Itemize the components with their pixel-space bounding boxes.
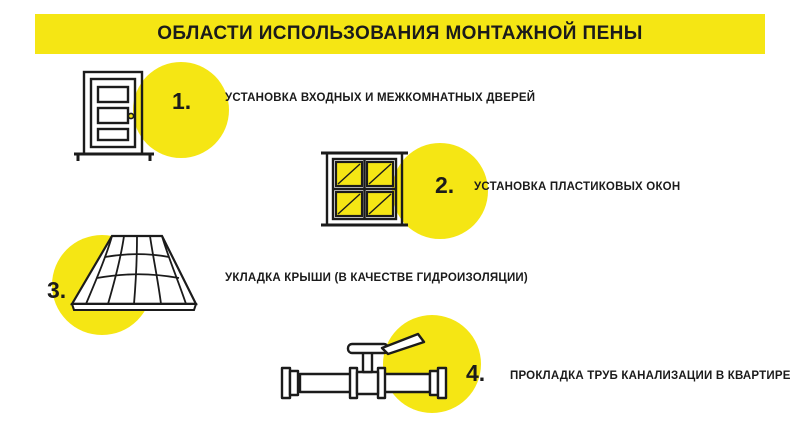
pipe-valve-icon bbox=[278, 318, 468, 418]
step-caption-1: УСТАНОВКА ВХОДНЫХ И МЕЖКОМНАТНЫХ ДВЕРЕЙ bbox=[225, 92, 536, 104]
roof-icon bbox=[66, 232, 206, 332]
step-number-2: 2. bbox=[435, 172, 455, 198]
step-number-4: 4. bbox=[466, 360, 486, 386]
step-caption-4: ПРОКЛАДКА ТРУБ КАНАЛИЗАЦИИ В КВАРТИРЕ bbox=[510, 370, 791, 382]
window-icon bbox=[318, 148, 418, 238]
step-caption-2: УСТАНОВКА ПЛАСТИКОВЫХ ОКОН bbox=[474, 181, 681, 193]
step-caption-3: УКЛАДКА КРЫШИ (В КАЧЕСТВЕ ГИДРОИЗОЛЯЦИИ) bbox=[225, 272, 528, 284]
door-icon bbox=[70, 68, 180, 168]
step-number-3: 3. bbox=[47, 277, 67, 303]
step-number-1: 1. bbox=[172, 88, 192, 114]
page-title: ОБЛАСТИ ИСПОЛЬЗОВАНИЯ МОНТАЖНОЙ ПЕНЫ bbox=[157, 23, 643, 44]
